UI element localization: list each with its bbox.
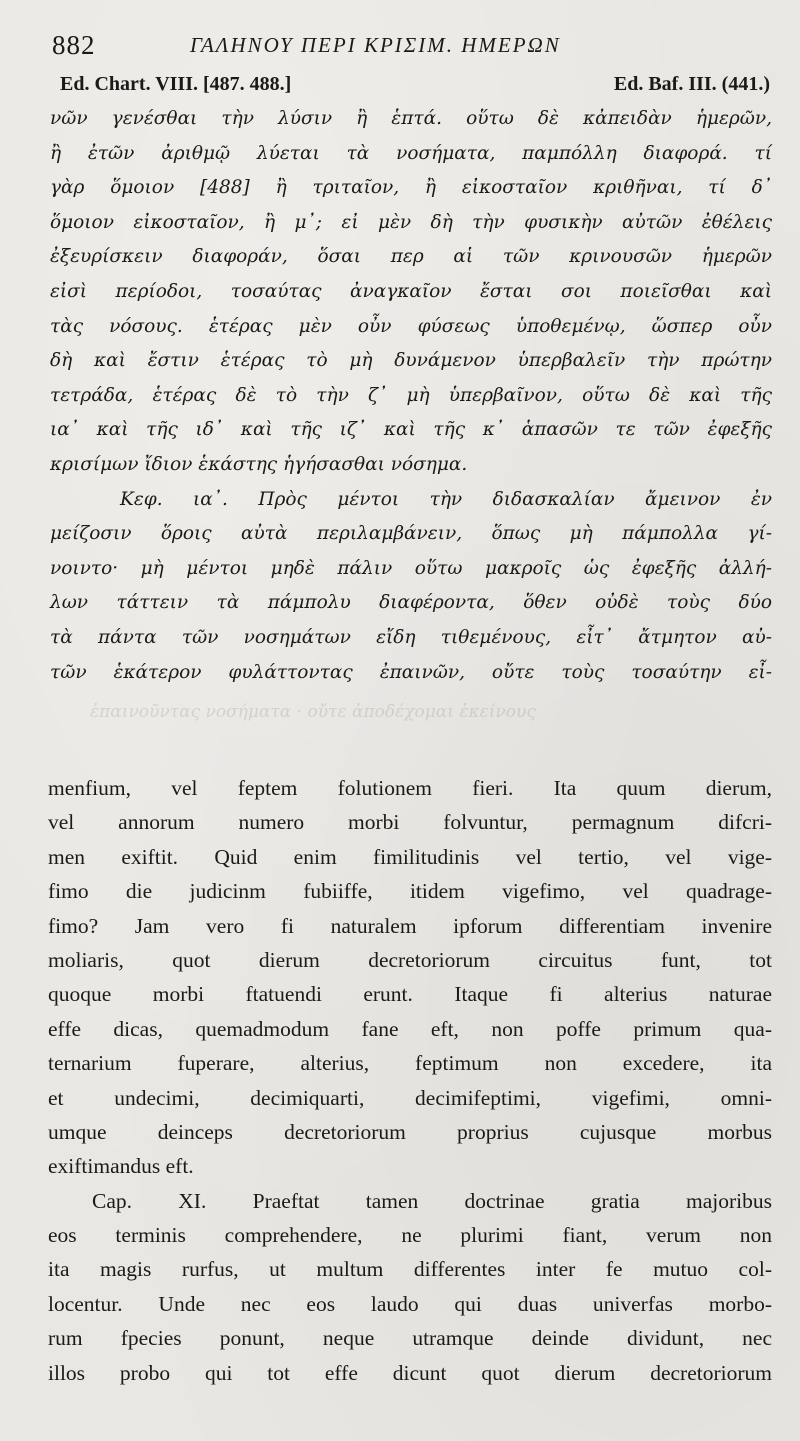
greek-line: νῶν γενέσθαι τὴν λύσιν ἢ ἑπτά. οὕτω δὲ κἀπειδὰν ἡμερῶν,: [50, 108, 772, 129]
latin-line: rum fpecies ponunt, neque utramque deinde dividunt, nec: [48, 1326, 772, 1351]
greek-line: τῶν ἑκάτερον φυλάττοντας ἐπαινῶν, οὔτε τοὺς τοσαύτην εἶ-: [50, 661, 772, 683]
edition-basel-reference: Ed. Baf. III. (441.): [613, 73, 770, 95]
latin-line: quoque morbi ftatuendi erunt. Itaque fi alterius naturae: [48, 982, 772, 1007]
greek-line: ἐξευρίσκειν διαφοράν, ὅσαι περ αἱ τῶν κρινουσῶν ἡμερῶν: [50, 246, 772, 268]
latin-line: et undecimi, decimiquarti, decimifeptimi, vigefimi, omni-: [48, 1085, 772, 1110]
latin-line: moliaris, quot dierum decretoriorum circuitus funt, tot: [48, 947, 772, 972]
latin-line: fimo die judicinm fubiiffe, itidem vigefimo, vel quadrage-: [48, 879, 772, 904]
latin-line: umque deinceps decretoriorum proprius cujusque morbus: [48, 1119, 772, 1144]
running-title: ΓΑΛΗΝΟΥ ΠΕΡΙ ΚΡΙΣΙΜ. ΗΜΕΡΩΝ: [190, 33, 561, 57]
latin-line: vel annorum numero morbi folvuntur, permagnum difcri-: [48, 810, 772, 835]
latin-line: illos probo qui tot effe dicunt quot dierum decretoriorum: [48, 1360, 772, 1385]
latin-line: menfium, vel feptem folutionem fieri. Ita quum dierum,: [48, 776, 772, 800]
latin-line: ternarium fuperare, alterius, feptimum non excedere, ita: [48, 1051, 772, 1076]
greek-line: μείζοσιν ὅροις αὐτὰ περιλαμβάνειν, ὅπως μὴ πάμπολλα γί-: [50, 523, 772, 545]
page-number: 882: [52, 30, 96, 60]
greek-text: [50, 102, 772, 690]
greek-line: λων τάττειν τὰ πάμπολυ διαφέροντα, ὅθεν οὐδὲ τοὺς δύο: [50, 592, 772, 614]
show-through-text: ἐπαινοῦντας νοσήματα · οὔτε ἀποδέχομαι ἐκείνους: [90, 702, 536, 722]
latin-line: exiftimandus eft.: [48, 1154, 194, 1179]
latin-line: ita magis rurfus, ut multum differentes inter fe mutuo col-: [48, 1257, 772, 1282]
greek-line: ια᾽ καὶ τῆς ιδ᾽ καὶ τῆς ιζ᾽ καὶ τῆς κ᾽ ἁπασῶν τε τῶν ἐφεξῆς: [50, 419, 772, 441]
greek-line: τὰ πάντα τῶν νοσημάτων εἴδη τιθεμένους, εἶτ᾽ ἄτμητον αὐ-: [50, 626, 772, 648]
greek-line: κρισίμων ἴδιον ἑκάστης ἡγήσασθαι νόσημα.: [50, 453, 468, 475]
latin-line: fimo? Jam vero fi naturalem ipforum differentiam invenire: [48, 913, 772, 938]
latin-line: men exiftit. Quid enim fimilitudinis vel tertio, vel vige-: [48, 844, 772, 869]
greek-chapter-heading-line: Κεφ. ια᾽. Πρὸς μέντοι τὴν διδασκαλίαν ἄμεινον ἐν: [120, 488, 772, 510]
latin-line: effe dicas, quemadmodum fane eft, non poffe primum qua-: [48, 1016, 772, 1041]
greek-line: εἰσὶ περίοδοι, τοσαύτας ἀναγκαῖον ἔσται σοι ποιεῖσθαι καὶ: [50, 280, 772, 302]
latin-chapter-heading-line: Cap. XI. Praeftat tamen doctrinae gratia majoribus: [92, 1188, 772, 1213]
greek-line: νοιντο· μὴ μέντοι μηδὲ πάλιν οὕτω μακροῖς ὡς ἐφεξῆς ἀλλή-: [50, 557, 772, 579]
greek-line: δὴ καὶ ἔστιν ἑτέρας τὸ μὴ δυνάμενον ὑπερβαλεῖν τὴν πρώτην: [50, 350, 772, 372]
greek-line: τετράδα, ἑτέρας δὲ τὸ τὴν ζ᾽ μὴ ὑπερβαῖνον, οὕτω δὲ καὶ τῆς: [50, 384, 772, 406]
greek-line: γὰρ ὅμοιον [488] ἢ τριταῖον, ἢ εἰκοσταῖον κριθῆναι, τί δ᾽: [50, 177, 772, 199]
greek-line: τὰς νόσους. ἑτέρας μὲν οὖν φύσεως ὑποθεμένῳ, ὥσπερ οὖν: [50, 315, 772, 337]
latin-line: locentur. Unde nec eos laudo qui duas univerfas morbo-: [48, 1291, 772, 1316]
running-head: [52, 30, 742, 64]
edition-chartier-reference: Ed. Chart. VIII. [487. 488.]: [60, 73, 292, 95]
greek-line: ὅμοιον εἰκοσταῖον, ἢ μ᾽; εἰ μὲν δὴ τὴν φυσικὴν αὐτῶν ἐθέλεις: [50, 211, 772, 233]
edition-reference-line: [56, 73, 770, 99]
latin-text: [48, 771, 772, 1390]
latin-line: eos terminis comprehendere, ne plurimi fiant, verum non: [48, 1223, 772, 1248]
greek-line: ἢ ἐτῶν ἀριθμῷ λύεται τὰ νοσήματα, παμπόλλη διαφορά. τί: [50, 142, 772, 164]
